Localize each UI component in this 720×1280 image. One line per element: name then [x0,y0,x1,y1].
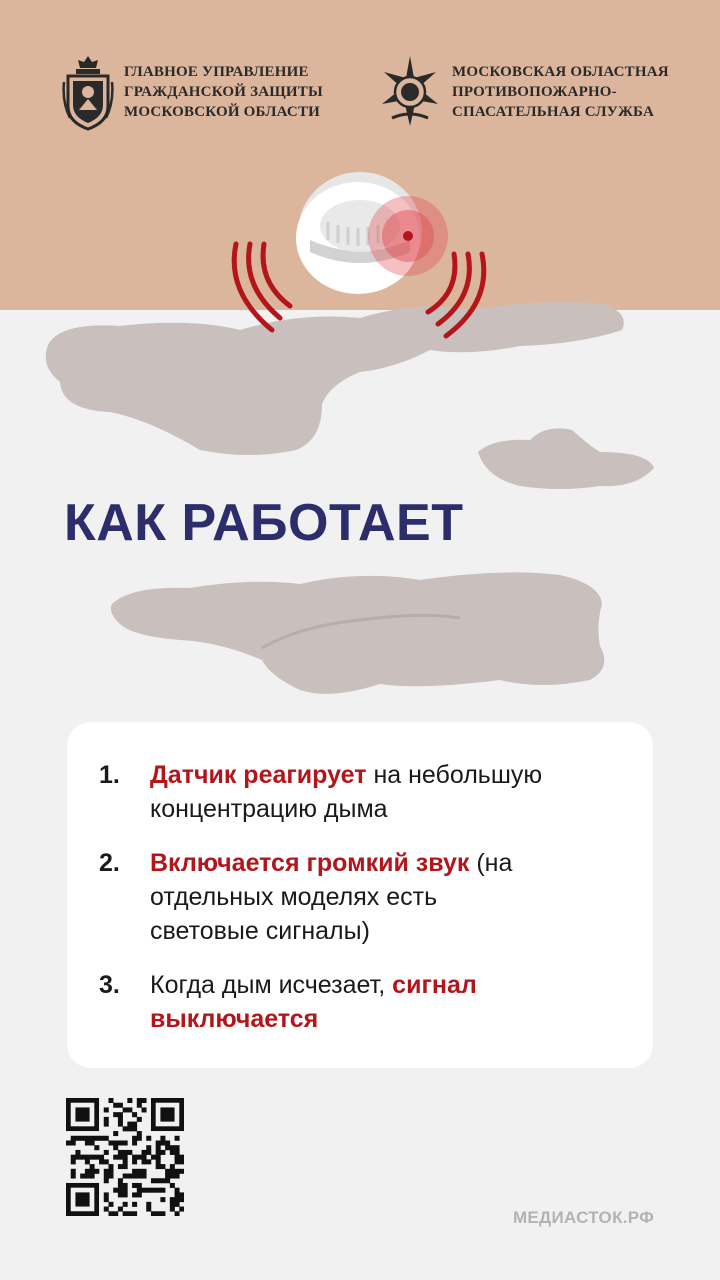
steps-card [67,722,653,1068]
step-highlight: Датчик реагирует [150,761,367,789]
qr-code-icon[interactable] [66,1098,184,1216]
step-number: 1. [99,761,120,789]
step-text: (на отдельных моделях есть световые сигналы) [150,849,513,945]
org-right-line-1: МОСКОВСКАЯ ОБЛАСТНАЯ [452,64,669,80]
step-number: 2. [99,849,120,877]
step-highlight: сигнал выключается [150,971,477,1033]
step-highlight: Включается громкий звук [150,849,470,877]
step-number: 3. [99,971,120,999]
smoke-detector-icon [296,172,448,294]
footer-brand: МЕДИАСТОК.РФ [512,1208,654,1227]
step-text: на небольшую концентрацию дыма [150,761,543,823]
org-right-line-3: СПАСАТЕЛЬНАЯ СЛУЖБА [452,104,655,120]
org-right-line-2: ПРОТИВОПОЖАРНО- [452,84,617,100]
org-left-line-2: ГРАЖДАНСКОЙ ЗАЩИТЫ [124,84,323,100]
org-left-line-3: МОСКОВСКОЙ ОБЛАСТИ [124,104,321,120]
org-left-line-1: ГЛАВНОЕ УПРАВЛЕНИЕ [124,64,309,80]
step-text: Когда дым исчезает, [150,971,393,999]
page-title: КАК РАБОТАЕТ [64,494,464,552]
